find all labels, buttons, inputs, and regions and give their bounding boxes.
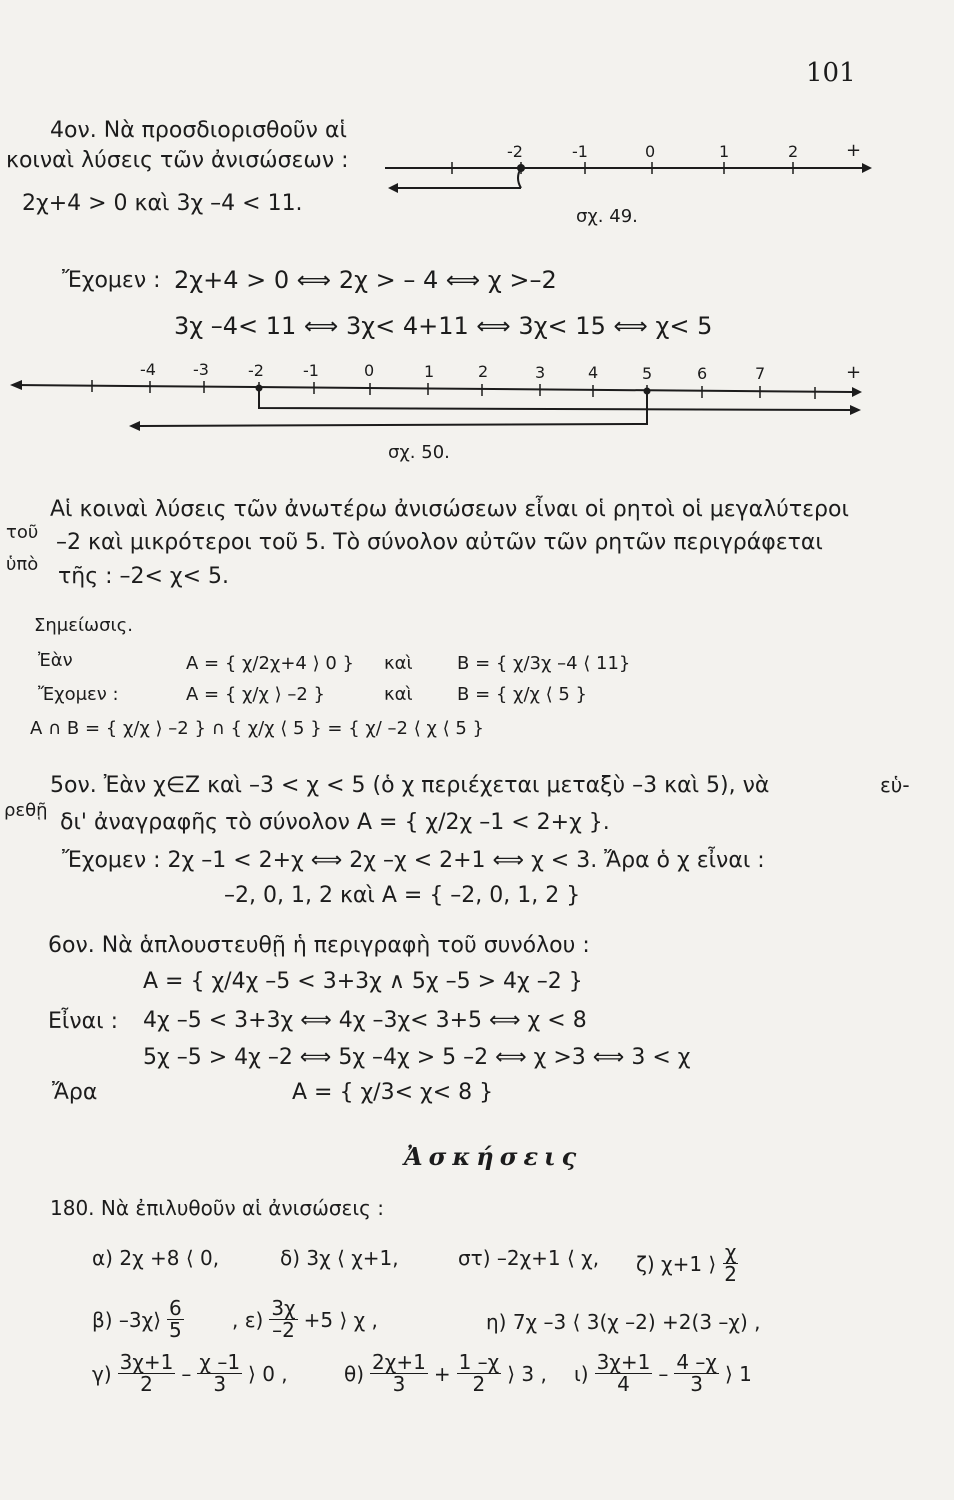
exercise-180-z [636,1242,739,1285]
ex5-line2: δι' ἀναγραφῆς τὸ σύνολον A = { χ/2χ –1 < 2+χ }. [60,810,610,835]
fig50-tick-minus3: -3 [193,360,209,379]
exercise-180-th-plus: + [433,1361,451,1386]
ex4-equivalence-2: 3χ –4< 11 ⟺ 3χ< 4+11 ⟺ 3χ< 15 ⟺ χ< 5 [174,312,713,340]
exercise-180-th-label: θ) [344,1361,365,1386]
exercise-180-e-label: , ε) [232,1307,264,1332]
fig49-tick-plus: + [846,140,862,161]
note-if-and: καὶ [384,653,413,674]
exercise-180-i-minus: – [658,1361,669,1386]
exercises-heading: Ἀσκήσεις [404,1142,583,1171]
ex4-have-label: Ἔχομεν : [62,268,161,293]
fig49-tick-0: 0 [645,142,656,161]
fraction-numerator: 3χ [271,1296,296,1320]
exercise-180-th-fraction-1 [370,1352,428,1395]
fraction-numerator: 1 –χ [458,1350,500,1374]
note-if-set-b: B = { χ/3χ –4 ⟨ 11} [457,653,631,674]
fig50-tick-3: 3 [535,363,546,382]
note-intersection: A ∩ B = { χ/χ ⟩ –2 } ∩ { χ/χ ⟨ 5 } = { χ/ –2 ⟨ χ ⟨ 5 } [30,718,484,739]
ex5-line3: Ἔχομεν : 2χ –1 < 2+χ ⟺ 2χ –χ < 2+1 ⟺ χ < 3. Ἄρα ὁ χ εἶναι : [62,848,765,873]
fraction-denominator: 3 [392,1372,406,1396]
ex6-set-definition: A = { χ/4χ –5 < 3+3χ ∧ 5χ –5 > 4χ –2 } [143,969,583,994]
ex6-therefore-label: Ἄρα [52,1080,98,1105]
ex5-line1-end: εὑ- [880,773,910,797]
exercise-180-th-fraction-2 [457,1352,502,1395]
ex6-is-2: 5χ –5 > 4χ –2 ⟺ 5χ –4χ > 5 –2 ⟺ χ >3 ⟺ 3 < χ [143,1045,691,1070]
fig50-caption: σχ. 50. [388,442,450,463]
exercise-180-d: δ) 3χ ⟨ χ+1, [280,1246,399,1270]
ex4-equivalence-1: 2χ+4 > 0 ⟺ 2χ > – 4 ⟺ χ >–2 [174,266,557,294]
ex4-line3: 2χ+4 > 0 καὶ 3χ –4 < 11. [22,191,303,216]
fig50-tick-7: 7 [755,364,766,383]
fraction-numerator: 2χ+1 [372,1350,426,1374]
exercise-180-b-lhs: β) –3χ⟩ [92,1307,162,1332]
exercise-180-g-rhs: ⟩ 0 , [248,1361,288,1386]
ex4-conclusion-3: τῆς : –2< χ< 5. [58,564,230,589]
fig50-tick-minus2: -2 [248,361,264,380]
fraction-numerator: 3χ+1 [119,1350,174,1374]
ex6-line1: 6ον. Νὰ ἁπλουστευθῇ ἡ περιγραφὴ τοῦ συνόλου : [48,933,590,958]
fig50-tick-2: 2 [478,362,489,381]
exercise-180-i [574,1352,752,1395]
exercise-180-e-fraction [269,1298,297,1341]
ex6-is-1: 4χ –5 < 3+3χ ⟺ 4χ –3χ< 3+5 ⟺ χ < 8 [143,1008,587,1033]
fraction-denominator: 2 [724,1262,737,1286]
fraction-denominator: 4 [617,1372,630,1396]
fig50-tick-6: 6 [697,364,708,383]
exercise-180-z-fraction [722,1242,739,1285]
exercise-180-e-rhs: +5 ⟩ χ , [303,1307,378,1332]
fig49-tick-1: 1 [719,142,730,161]
fraction-numerator: χ [724,1240,737,1264]
fraction-denominator: 2 [140,1372,153,1396]
fig49-tick-minus2: -2 [507,142,523,161]
note-if-label: Ἐὰν [38,650,73,671]
exercise-180-th [344,1352,547,1395]
exercise-180-i-fraction-2 [674,1352,719,1395]
exercise-180-i-fraction-1 [595,1352,653,1395]
fig50-tick-minus4: -4 [140,360,156,379]
fig49-caption: σχ. 49. [576,206,638,227]
exercise-180-title: 180. Νὰ ἐπιλυθοῦν αἱ ἀνισώσεις : [50,1196,384,1220]
fraction-numerator: 3χ+1 [596,1350,651,1374]
exercise-180-i-label: ι) [574,1361,589,1386]
ex5-line1: 5ον. Ἐὰν χ∈Z καὶ –3 < χ < 5 (ὁ χ περιέχεται μεταξὺ –3 καὶ 5), νὰ [50,773,770,798]
exercise-180-b-fraction [167,1298,184,1341]
fig50-tick-4: 4 [588,363,599,382]
exercise-180-i-rhs: ⟩ 1 [724,1361,752,1386]
exercise-180-g [92,1352,288,1395]
fraction-denominator: 3 [213,1372,227,1396]
fig50-tick-5: 5 [642,364,653,383]
note-have-and: καὶ [384,684,413,705]
ex4-conclusion-2: –2 καὶ μικρότεροι τοῦ 5. Τὸ σύνολον αὐτῶν τῶν ρητῶν περιγράφεται [56,530,823,555]
ex4-conclusion-1: Αἱ κοιναὶ λύσεις τῶν ἀνωτέρω ἀνισώσεων εἶναι οἱ ρητοὶ οἱ μεγαλύτεροι [50,497,849,522]
ex5-line4: –2, 0, 1, 2 καὶ A = { –2, 0, 1, 2 } [224,883,581,908]
ex4-conclusion-2-margin: τοῦ [6,522,39,543]
fig50-tick-0: 0 [364,361,375,380]
exercise-180-a: α) 2χ +8 ⟨ 0, [92,1246,220,1270]
note-title: Σημείωσις. [34,615,133,636]
fig50-tick-minus1: -1 [303,361,319,380]
exercise-180-th-rhs: ⟩ 3 , [507,1361,547,1386]
note-if-set-a: A = { χ/2χ+4 ⟩ 0 } [186,653,354,674]
ex5-line2-margin: ρεθῇ [4,800,48,821]
ex4-line2: κοιναὶ λύσεις τῶν ἀνισώσεων : [6,148,349,173]
exercise-180-z-lhs: ζ) χ+1 ⟩ [636,1251,717,1276]
exercise-180-st: στ) –2χ+1 ⟨ χ, [458,1246,600,1270]
note-have-label: Ἔχομεν : [38,684,119,705]
exercise-180-g-fraction-2 [197,1352,242,1395]
exercise-180-g-label: γ) [92,1361,112,1386]
exercise-180-h: η) 7χ –3 ⟨ 3(χ –2) +2(3 –χ) , [486,1310,761,1334]
fraction-numerator: 6 [169,1296,182,1320]
note-have-set-b: B = { χ/χ ⟨ 5 } [457,684,587,705]
fig49-tick-minus1: -1 [572,142,588,161]
fig50-tick-1: 1 [424,362,435,381]
fig50-tick-plus: + [846,362,862,383]
fraction-denominator: 3 [690,1372,704,1396]
exercise-180-g-minus: – [181,1361,192,1386]
fraction-denominator: 5 [169,1318,182,1342]
fraction-denominator: 2 [472,1372,486,1396]
fraction-numerator: 4 –χ [676,1350,717,1374]
ex6-is-label: Εἶναι : [48,1009,118,1034]
exercise-180-g-fraction-1 [118,1352,176,1395]
exercise-180-e [232,1298,378,1341]
fraction-denominator: –2 [272,1318,295,1342]
note-have-set-a: A = { χ/χ ⟩ –2 } [186,684,325,705]
page-number: 101 [806,58,856,88]
ex4-line1: 4ον. Νὰ προσδιορισθοῦν αἱ [50,118,347,143]
exercise-180-b [92,1298,184,1341]
fig49-tick-2: 2 [788,142,799,161]
ex6-result: A = { χ/3< χ< 8 } [292,1080,494,1105]
fraction-numerator: χ –1 [199,1350,241,1374]
ex4-conclusion-3-margin: ὑπὸ [6,554,39,575]
